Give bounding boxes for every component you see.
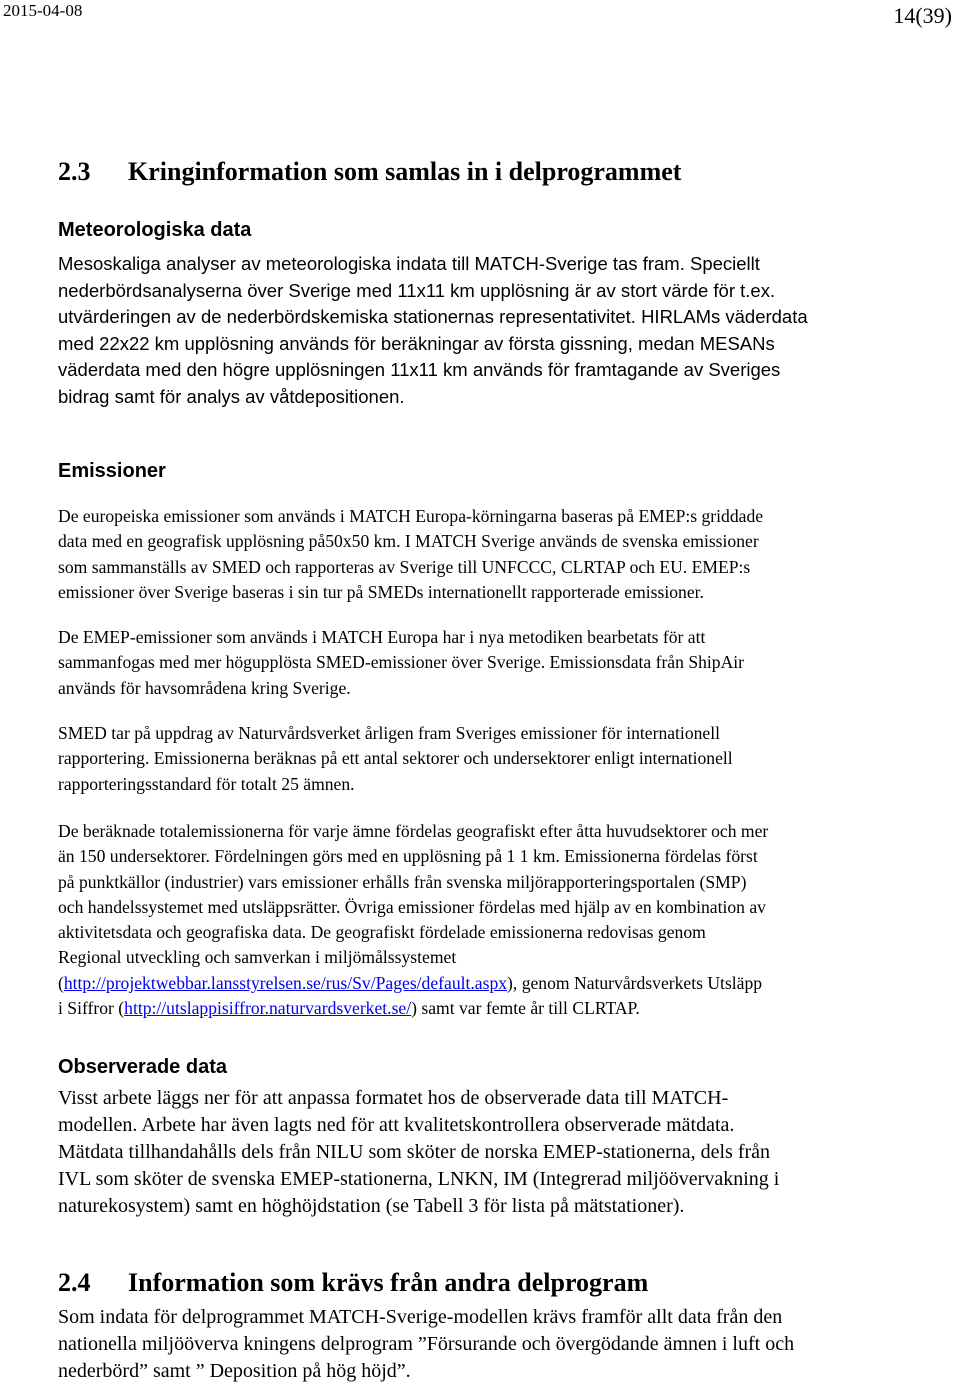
text-line: bidrag samt för analys av våtdepositionen. [58,385,405,407]
section-heading-2-4 [58,1267,648,1299]
text-line: De beräknade totalemissionerna för varje ämne fördelas geografiskt efter åtta huvudsektorer och mer [58,821,769,841]
text-line: på punktkällor (industrier) vars emissioner erhålls från svenska miljörapporteringsportalen (SMP) [58,871,747,892]
section-number: 2.4 [58,1268,91,1297]
emissions-paragraph-1 [58,504,928,605]
section-title: Information som krävs från andra delprogram [128,1268,649,1297]
text-line: data med en geografisk upplösning på50x50 km. I MATCH Sverige används de svenska emissioner [58,531,759,552]
text-line: modellen. Arbete har även lagts ned för att kvalitetskontrollera observerade mätdata. [58,1114,735,1136]
meteorology-heading: Meteorologiska data [58,219,252,241]
text-line: med 22x22 km upplösning används för beräkningar av första gissning, medan MESANs [58,332,775,354]
text-line: utvärderingen av de nederbördskemiska stationernas representativitet. HIRLAMs väderdata [58,306,808,327]
text-line: nederbördsanalyserna över Sverige med 11x11 km upplösning är av stort värde för t.ex. [58,279,776,301]
text-line: naturekosystem) samt en höghöjdstation (se Tabell 3 för lista på mätstationer). [58,1195,685,1217]
text-fragment: ), genom Naturvårdsverkets Utsläpp [507,972,763,993]
observations-paragraph [58,1085,928,1220]
emissions-heading: Emissioner [58,460,166,482]
text-line: sammanfogas med mer högupplösta SMED-emissioner över Sverige. Emissionsdata från ShipAir [58,652,745,673]
text-line: används för havsområdena kring Sverige. [58,677,351,698]
section-number: 2.3 [58,157,91,186]
text-line: Som indata för delprogrammet MATCH-Sverige-modellen krävs framför allt data från den [58,1306,783,1328]
text-line: Visst arbete läggs ner för att anpassa formatet hos de observerade data till MATCH- [58,1087,729,1109]
text-line: nationella miljööverva kningens delprogram ”Försurande och övergödande ämnen i luft och [58,1333,795,1355]
link-line [58,996,928,1021]
text-fragment: ) samt var femte år till CLRTAP. [411,998,640,1019]
emissions-paragraph-4 [58,819,928,1021]
projektwebbar-link[interactable]: http://projektwebbar.lansstyrelsen.se/rus/Sv/Pages/default.aspx [63,972,508,993]
text-line: väderdata med den högre upplösningen 11x11 km används för framtagande av Sveriges [58,359,781,380]
section-2-4-paragraph [58,1304,928,1385]
text-fragment: i Siffror ( [58,998,125,1019]
text-line: IVL som sköter de svenska EMEP-stationerna, LNKN, IM (Integrerad miljöövervakning i [58,1168,780,1190]
utslappisiffror-link[interactable]: http://utslappisiffror.naturvardsverket.se/ [124,998,412,1019]
page-date: 2015-04-08 [3,1,83,20]
text-line: och handelssystemet med utsläppsrätter. Övriga emissioner fördelas med hjälp av en kombination av [58,896,766,917]
link-line [58,971,928,996]
text-line: emissioner över Sverige baseras i sin tur på SMEDs internationellt rapporterade emissioner. [58,581,704,602]
page-number: 14(39) [893,3,952,28]
observations-heading: Observerade data [58,1056,227,1078]
emissions-paragraph-3 [58,721,928,797]
text-line: rapporteringsstandard för totalt 25 ämnen. [58,773,355,794]
text-line: Mesoskaliga analyser av meteorologiska indata till MATCH-Sverige tas fram. Speciellt [58,253,760,274]
text-line: som sammanställs av SMED och rapporteras av Sverige till UNFCCC, CLRTAP och EU. EMEP:s [58,556,751,577]
text-line: aktivitetsdata och geografiska data. De geografiskt fördelade emissionerna redovisas genom [58,922,706,943]
text-line: rapportering. Emissionerna beräknas på ett antal sektorer och undersektorer enligt internationell [58,748,733,769]
text-line: Regional utveckling och samverkan i miljömålssystemet [58,947,457,968]
text-line: nederbörd” samt ” Deposition på hög höjd”. [58,1360,411,1382]
emissions-paragraph-2 [58,625,928,701]
text-line: De europeiska emissioner som används i MATCH Europa-körningarna baseras på EMEP:s griddade [58,506,764,526]
text-line: Mätdata tillhandahålls dels från NILU som sköter de norska EMEP-stationerna, dels från [58,1141,771,1163]
text-line: än 150 undersektorer. Fördelningen görs med en upplösning på 1 1 km. Emissionerna fördelas först [58,846,758,867]
text-line: SMED tar på uppdrag av Naturvårdsverket årligen fram Sveriges emissioner för internationell [58,723,720,743]
meteorology-paragraph [58,251,928,410]
section-heading-2-3 [58,156,681,188]
text-fragment: ( [58,972,64,993]
text-line: De EMEP-emissioner som används i MATCH Europa har i nya metodiken bearbetats för att [58,627,706,647]
section-title: Kringinformation som samlas in i delprogrammet [128,157,682,186]
